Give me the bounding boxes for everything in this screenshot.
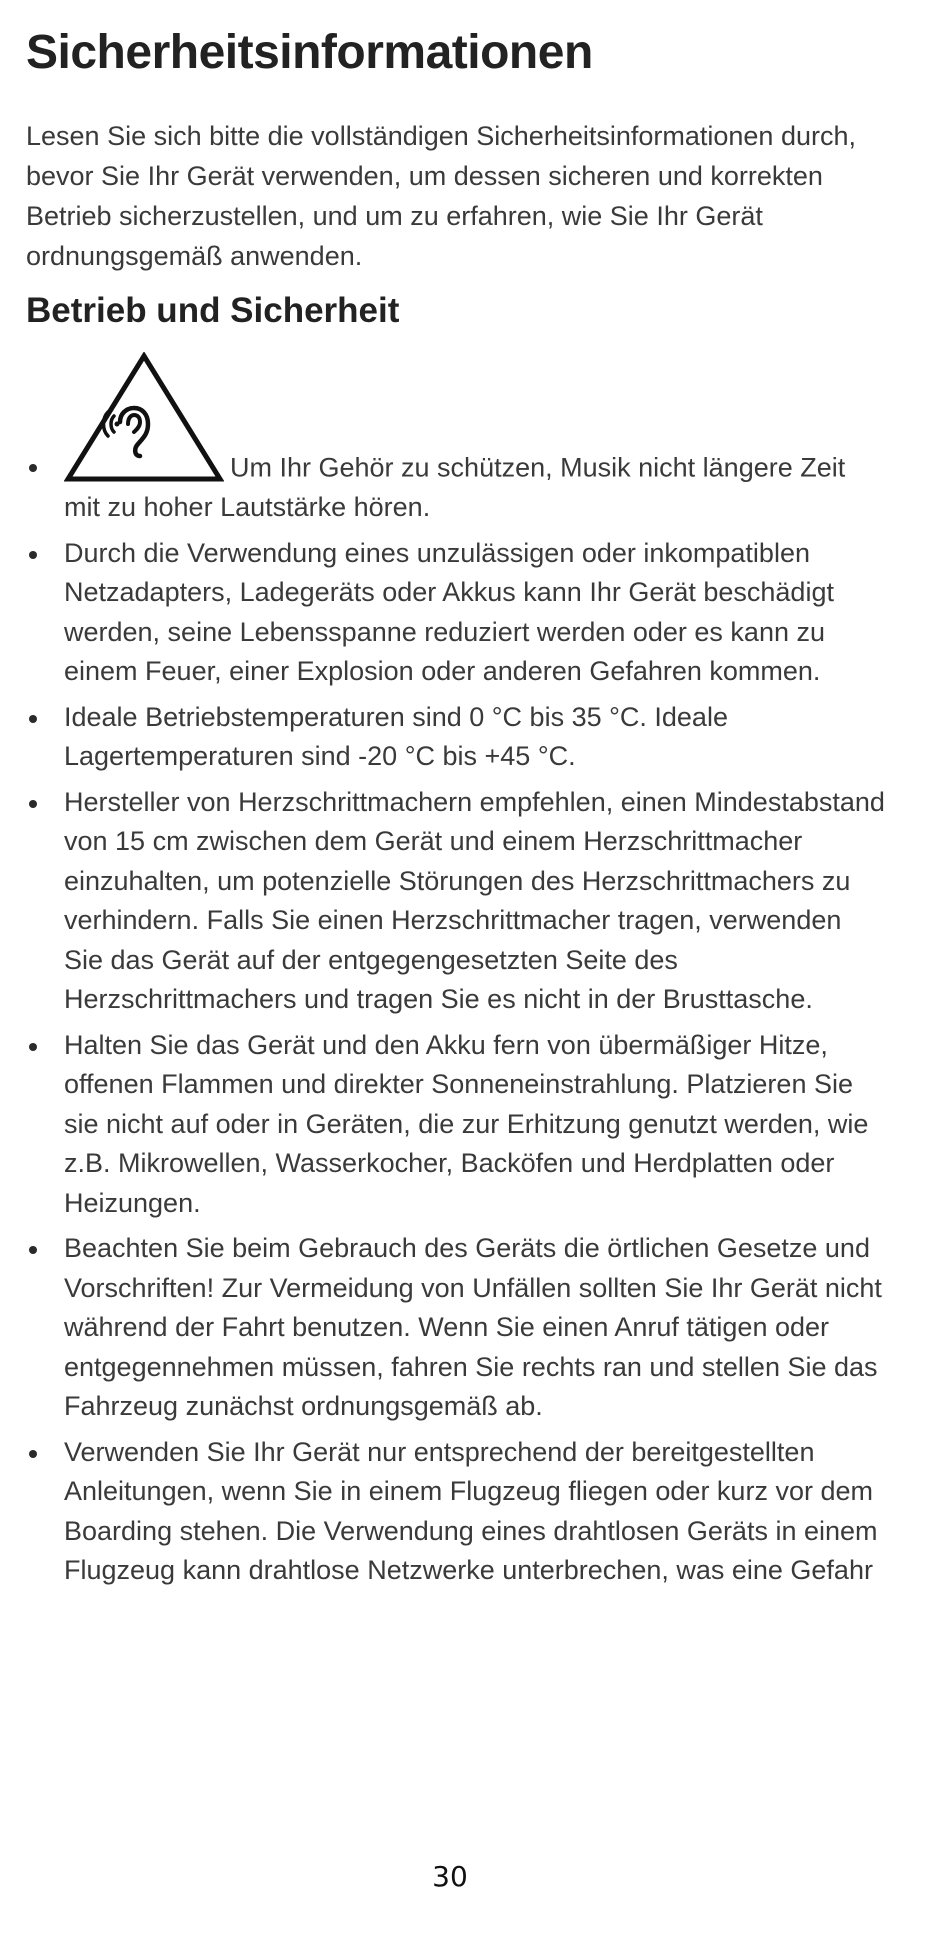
list-item-text: Halten Sie das Gerät und den Akku fern von übermäßiger Hitze, offenen Flammen und direkter Sonneneinstrahlung. Platzieren Sie sie nicht auf oder in Geräten, die zur Erhitzung genutzt werden, wie z.B. Mikrowellen, Wasserkocher, Backöfen und Herdplatten oder Heizungen. [64, 1029, 869, 1218]
list-item-text: Durch die Verwendung eines unzulässigen oder inkompatiblen Netzadapters, Ladegeräts oder Akkus kann Ihr Gerät beschädigt werden, seine Lebensspanne reduziert werden oder es kann zu einem Feuer, einer Explosion oder anderen Gefahren kommen. [64, 537, 834, 686]
bullet-dot [29, 1246, 37, 1254]
bullet-dot [29, 800, 37, 808]
bullet-dot [29, 1043, 37, 1051]
safety-list [26, 352, 886, 1591]
list-item-text: Ideale Betriebstemperaturen sind 0 °C bis 35 °C. Ideale Lagertemperaturen sind -20 °C bis +45 °C. [64, 701, 728, 771]
section-heading: Betrieb und Sicherheit [26, 291, 400, 330]
page-number: 30 [432, 1860, 468, 1893]
document-page [26, 0, 886, 1597]
bullet-dot [29, 715, 37, 723]
list-item-text: Um Ihr Gehör zu schützen, Musik nicht längere Zeit mit zu hoher Lautstärke hören. [64, 452, 846, 522]
list-item [26, 1229, 886, 1427]
list-item [26, 534, 886, 692]
list-item [26, 698, 886, 777]
bullet-dot [29, 464, 37, 472]
list-item-text: Beachten Sie beim Gebrauch des Geräts die örtlichen Gesetze und Vorschriften! Zur Vermeidung von Unfällen sollten Sie Ihr Gerät nicht während der Fahrt benutzen. Wenn Sie einen Anruf tätigen oder entgegennehmen müssen, fahren Sie rechts ran und stellen Sie das Fahrzeug zunächst ordnungsgemäß ab. [64, 1233, 882, 1421]
hearing-warning-icon [64, 352, 224, 484]
intro-paragraph: Lesen Sie sich bitte die vollständigen Sicherheitsinformationen durch, bevor Sie Ihr Gerät verwenden, um dessen sicheren und korrekten Betrieb sicherzustellen, und um zu erfahren, wie Sie Ihr Gerät ordnungsgemäß anwenden. [26, 121, 856, 271]
list-item-text: Verwenden Sie Ihr Gerät nur entsprechend der bereitgestellten Anleitungen, wenn Sie in einem Flugzeug fliegen oder kurz vor dem Boarding stehen. Die Verwendung eines drahtlosen Geräts in einem Flugzeug kann drahtlose Netzwerke unterbrechen, was eine Gefahr [64, 1436, 878, 1585]
list-item [26, 352, 886, 528]
page-title: Sicherheitsinformationen [26, 26, 593, 79]
bullet-dot [29, 551, 37, 559]
list-item [26, 1026, 886, 1224]
bullet-dot [29, 1450, 37, 1458]
list-item [26, 1433, 886, 1591]
list-item [26, 783, 886, 1020]
list-item-text: Hersteller von Herzschrittmachern empfehlen, einen Mindestabstand von 15 cm zwischen dem Gerät und einem Herzschrittmacher einzuhalten, um potenzielle Störungen des Herzschrittmachers zu verhindern. Falls Sie einen Herzschrittmacher tragen, verwenden Sie das Gerät auf der entgegengesetzten Seite des Herzschrittmachers und tragen Sie es nicht in der Brusttasche. [64, 786, 885, 1014]
